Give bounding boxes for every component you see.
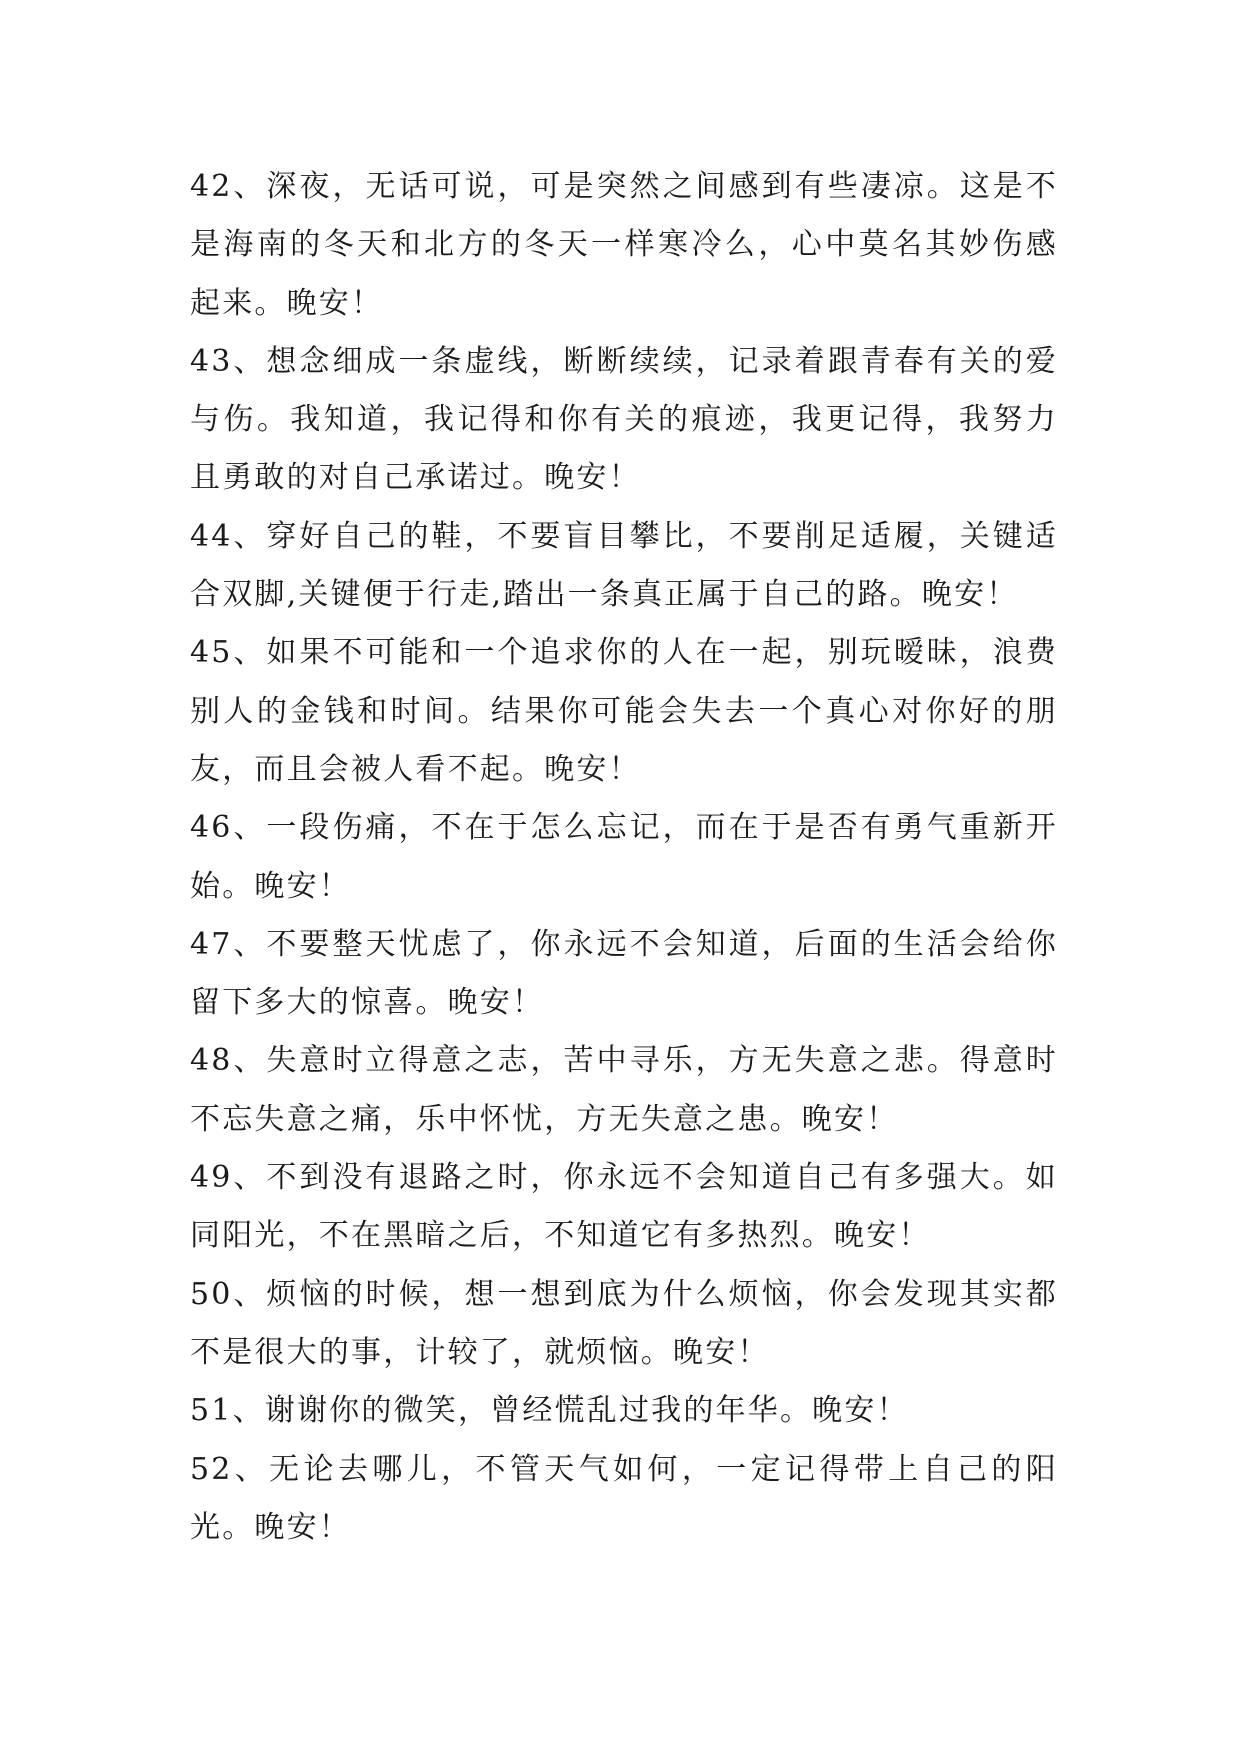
paragraph-49: 49、不到没有退路之时，你永远不会知道自己有多强大。如同阳光，不在黑暗之后，不知道它有多热烈。晚安！ [190,1160,1058,1254]
paragraph-46: 46、一段伤痛，不在于怎么忘记，而在于是否有勇气重新开始。晚安！ [190,810,1058,904]
paragraph-47: 47、不要整天忧虑了，你永远不会知道，后面的生活会给你留下多大的惊喜。晚安！ [190,926,1058,1021]
paragraph-48: 48、失意时立得意之志，苦中寻乐，方无失意之悲。得意时不忘失意之痛，乐中怀忧，方无失意之患。晚安！ [190,1043,1058,1137]
paragraph-51: 51、谢谢你的微笑，曾经慌乱过我的年华。晚安！ [190,1393,909,1429]
paragraph-43: 43、想念细成一条虚线，断断续续，记录着跟青春有关的爱与伤。我知道，我记得和你有关的痕迹，我更记得，我努力且勇敢的对自己承诺过。晚安！ [190,343,1058,496]
document-body [190,158,1058,1557]
paragraph-52: 52、无论去哪儿，不管天气如何，一定记得带上自己的阳光。晚安！ [190,1451,1058,1545]
paragraph-44: 44、穿好自己的鞋，不要盲目攀比，不要削足适履，关键适合双脚,关键便于行走,踏出一条真正属于自己的路。晚安！ [190,518,1058,613]
paragraph-45: 45、如果不可能和一个追求你的人在一起，别玩暧昧，浪费别人的金钱和时间。结果你可能会失去一个真心对你好的朋友，而且会被人看不起。晚安！ [190,635,1058,787]
paragraph-50: 50、烦恼的时候，想一想到底为什么烦恼，你会发现其实都不是很大的事，计较了，就烦恼。晚安！ [190,1276,1058,1370]
paragraph-42: 42、深夜，无话可说，可是突然之间感到有些凄凉。这是不是海南的冬天和北方的冬天一样寒冷么，心中莫名其妙伤感起来。晚安！ [190,169,1058,321]
